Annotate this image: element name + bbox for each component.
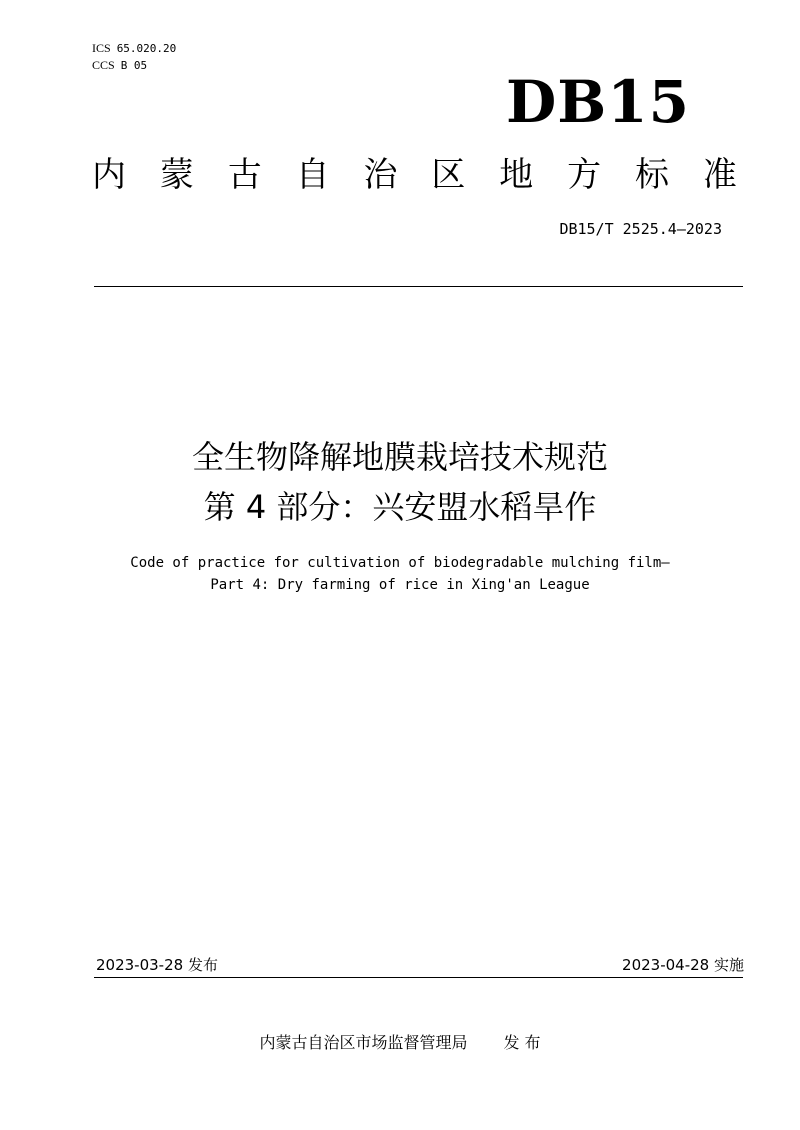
issuer-line xyxy=(0,1032,800,1054)
ccs-label: CCS xyxy=(92,58,115,72)
top-divider xyxy=(94,286,743,287)
standard-type-char: 标 xyxy=(635,155,669,195)
ics-ccs-block xyxy=(92,40,176,74)
issuer-action: 发 布 xyxy=(503,1033,541,1052)
ccs-code: B 05 xyxy=(120,59,148,72)
ics-code: 65.020.20 xyxy=(116,42,177,55)
standard-type-char: 区 xyxy=(431,155,466,195)
ics-label: ICS xyxy=(92,41,111,55)
db15-logo: DB15 xyxy=(505,68,690,136)
chinese-title-line-2: 第 4 部分：兴安盟水稻旱作 xyxy=(203,488,597,526)
ccs-line xyxy=(92,57,176,74)
standard-number: DB15/T 2525.4—2023 xyxy=(559,220,722,238)
issuer-name: 内蒙古自治区市场监督管理局 xyxy=(259,1033,468,1052)
publish-date: 2023-03-28 发布 xyxy=(96,956,218,974)
standard-type-char: 地 xyxy=(499,155,534,195)
standard-type-title xyxy=(92,155,737,195)
chinese-title-line-1: 全生物降解地膜栽培技术规范 xyxy=(191,438,608,476)
standard-type-char: 治 xyxy=(363,155,398,195)
standard-type-char: 准 xyxy=(702,155,737,195)
bottom-divider xyxy=(94,977,743,978)
ics-line xyxy=(92,40,176,57)
standard-type-char: 自 xyxy=(295,155,330,195)
standard-type-char: 内 xyxy=(92,155,126,195)
standard-type-char: 古 xyxy=(227,155,262,195)
standard-type-char: 蒙 xyxy=(159,155,194,195)
implement-date: 2023-04-28 实施 xyxy=(622,956,744,974)
english-title-line-1: Code of practice for cultivation of biodegradable mulching film— xyxy=(130,555,670,571)
standard-type-char: 方 xyxy=(567,155,602,195)
english-title-line-2: Part 4: Dry farming of rice in Xing'an League xyxy=(210,577,590,593)
